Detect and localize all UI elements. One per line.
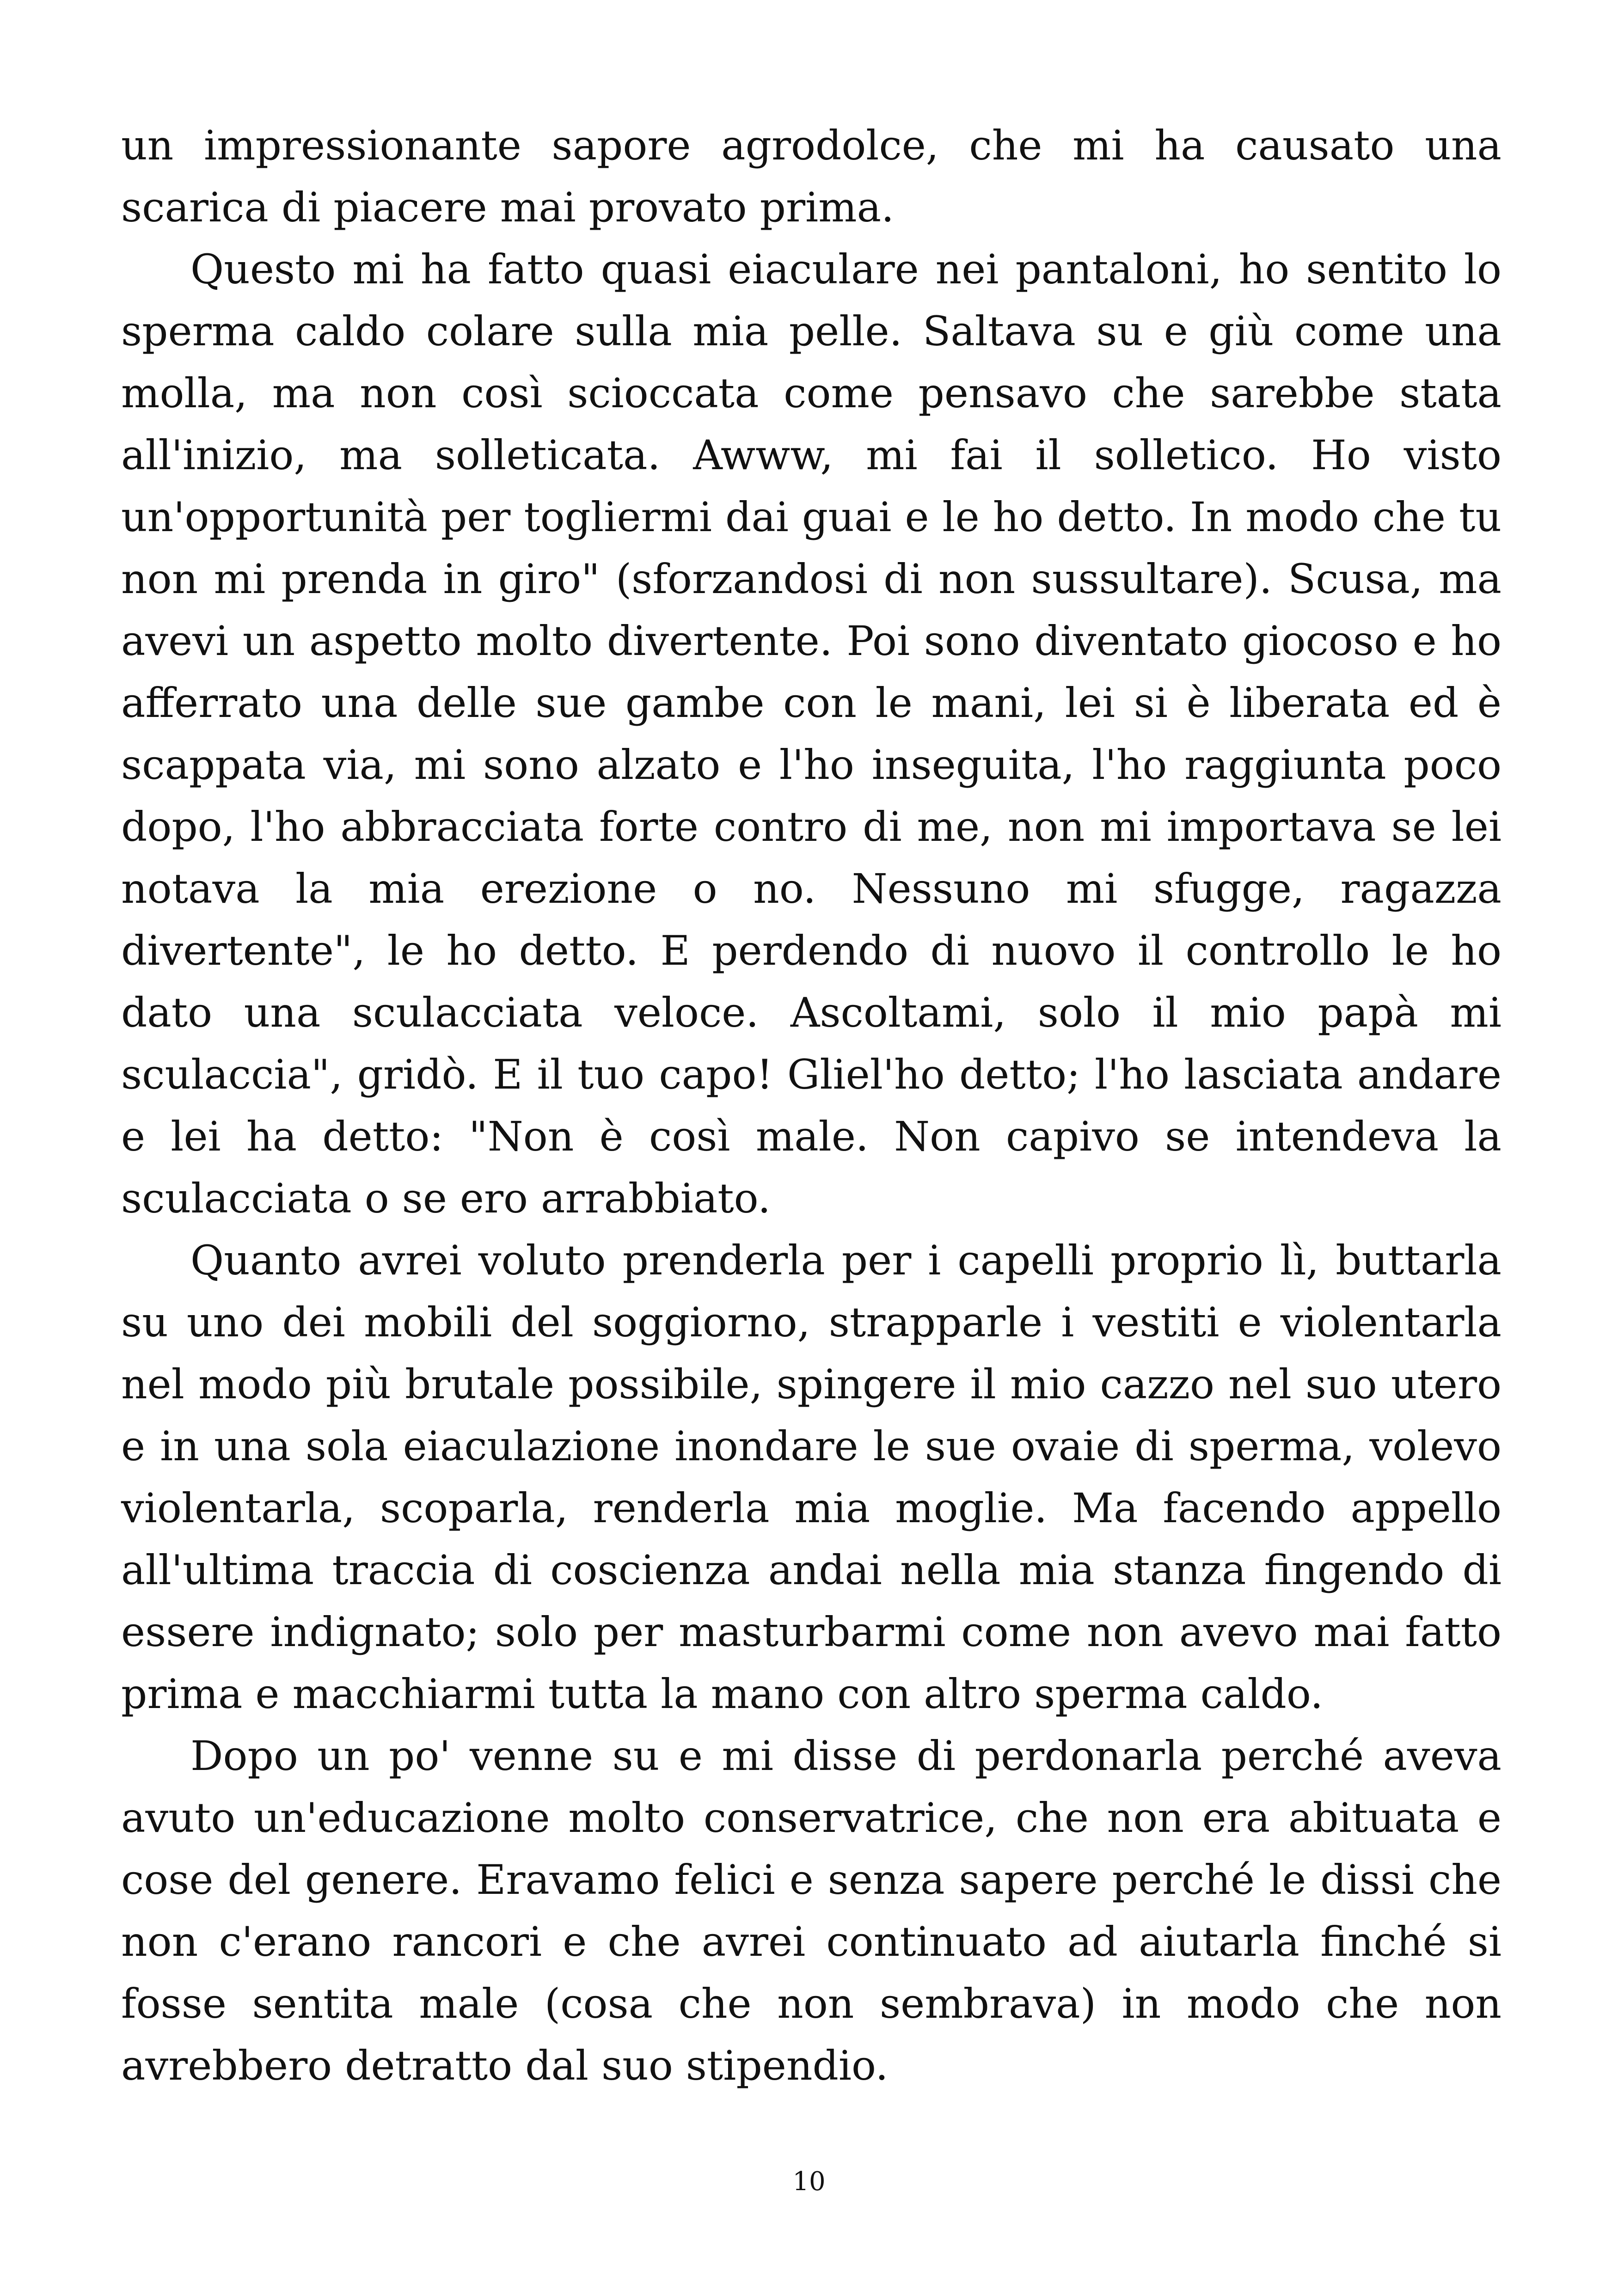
paragraph: Dopo un po' venne su e mi disse di perdonarla perché aveva avuto un'educazione molto conservatrice, che non era abituata e cose del genere. Eravamo felici e senza sapere perché le dissi che non c'erano rancori e che avrei continuato ad aiutarla finché si fosse sentita male (cosa che non sembrava) in modo che non avrebbero detratto dal suo stipendio.: [121, 1732, 1502, 2089]
paragraph-continuation: un impressionante sapore agrodolce, che mi ha causato una scarica di piacere mai provato prima.: [121, 122, 1502, 231]
body-text: [121, 115, 1502, 2097]
page-number: 10: [792, 2167, 826, 2197]
paragraph: Questo mi ha fatto quasi eiaculare nei pantaloni, ho sentito lo sperma caldo colare sulla mia pelle. Saltava su e giù come una molla, ma non così scioccata come pensavo che sarebbe stata all'inizio, ma solleticata. Awww, mi fai il solletico. Ho visto un'opportunità per togliermi dai guai e le ho detto. In modo che tu non mi prenda in giro" (sforzandosi di non sussultare). Scusa, ma avevi un aspetto molto divertente. Poi sono diventato giocoso e ho afferrato una delle sue gambe con le mani, lei si è liberata ed è scappata via, mi sono alzato e l'ho inseguita, l'ho raggiunta poco dopo, l'ho abbracciata forte contro di me, non mi importava se lei notava la mia erezione o no. Nessuno mi sfugge, ragazza divertente", le ho detto. E perdendo di nuovo il controllo le ho dato una sculacciata veloce. Ascoltami, solo il mio papà mi sculaccia", gridò. E il tuo capo! Gliel'ho detto; l'ho lasciata andare e lei ha detto: "Non è così male. Non capivo se intendeva la sculacciata o se ero arrabbiato.: [121, 245, 1502, 1222]
paragraph: Quanto avrei voluto prenderla per i capelli proprio lì, buttarla su uno dei mobili del soggiorno, strapparle i vestiti e violentarla nel modo più brutale possibile, spingere il mio cazzo nel suo utero e in una sola eiaculazione inondare le sue ovaie di sperma, volevo violentarla, scoparla, renderla mia moglie. Ma facendo appello all'ultima traccia di coscienza andai nella mia stanza fingendo di essere indignato; solo per masturbarmi come non avevo mai fatto prima e macchiarmi tutta la mano con altro sperma caldo.: [121, 1237, 1502, 1718]
